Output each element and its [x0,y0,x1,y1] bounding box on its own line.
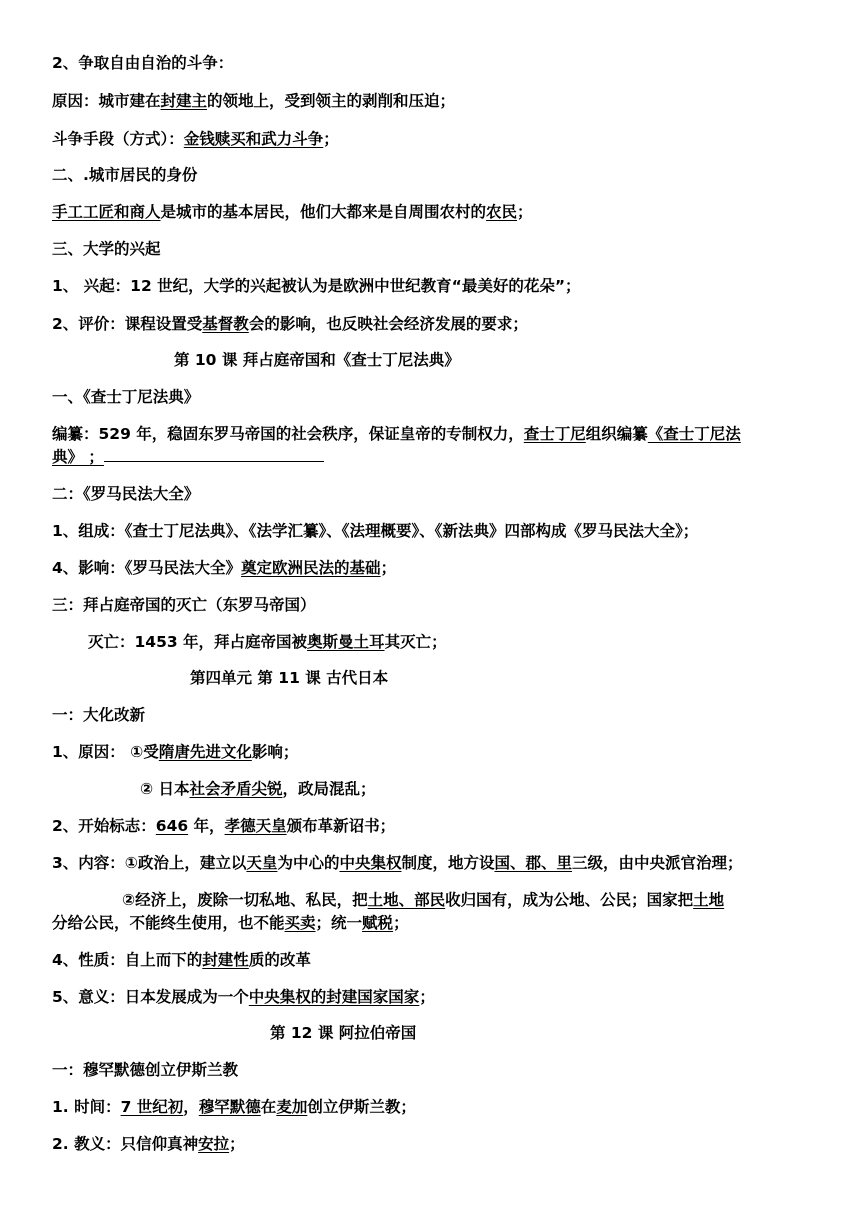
text-segment: 是城市的基本居民，他们大都来是自周围农村的 [160,203,487,221]
text-segment: 2. 教义：只信仰真神 [52,1135,199,1153]
underlined-term: 农民 [486,203,518,221]
underlined-term: 奠定欧洲民法的基础 [241,559,381,577]
underlined-term: 封建性 [202,951,249,969]
text-segment: 第 12 课 阿拉伯帝国 [270,1024,417,1042]
underlined-term: 中央集权的封建国家国家 [248,988,420,1006]
text-segment: 三：拜占庭帝国的灭亡（东罗马帝国） [52,596,316,614]
underlined-term: 典》 [52,448,84,466]
text-segment: 制度，地方设 [401,854,495,872]
text-segment: 其灭亡； [384,633,447,651]
underlined-term: 赋税 [362,914,394,932]
underlined-term: 土地、部民 [367,891,446,909]
text-segment: 创立伊斯兰教； [307,1098,416,1116]
text-line [140,778,376,800]
underlined-term: 麦加 [276,1098,308,1116]
text-segment: 颁布革新诏书； [286,817,396,835]
text-line [52,90,455,112]
text-segment: ； [380,559,397,577]
underlined-term: 奥斯曼土耳 [307,633,385,651]
text-segment: 一：大化改新 [52,706,146,724]
text-line [122,889,724,911]
text-segment: ； [229,1135,245,1153]
underlined-term: 穆罕默德 [198,1098,261,1116]
text-segment: 年， [188,817,225,835]
underlined-term: 金钱赎买和武力斗争 [183,130,324,148]
underlined-term: 查士丁尼 [523,425,586,443]
text-segment: 编纂：529 年，稳固东罗马帝国的社会秩序，保证皇帝的专制权力， [52,425,524,443]
text-line [52,704,145,726]
underlined-term: 国、郡、里 [494,854,572,872]
text-segment: 2、评价：课程设置受 [52,315,203,333]
blank-underline [104,447,324,462]
text-line [52,201,533,223]
text-segment: 的领地上，受到领主的剥削和压迫； [207,92,456,110]
text-segment: 为中心的 [277,854,340,872]
text-segment: 4、性质：自上而下的 [52,951,203,969]
text-line [52,423,741,445]
text-segment: 1、原因： ①受 [52,743,159,761]
text-segment: ；统一 [315,914,363,932]
text-line [52,275,581,297]
text-segment: 3、内容：①政治上，建立以 [52,854,247,872]
text-segment: 1、组成：《查士丁尼法典》、《法学汇纂》、《法理概要》、《新法典》四部构成《罗马民法大全》； [52,522,699,540]
text-line [52,520,698,542]
text-line [52,52,233,74]
text-segment: 原因：城市建在 [52,92,161,110]
text-segment: 影响； [251,743,299,761]
text-line [174,349,460,371]
underlined-term: 土地 [693,891,725,909]
text-segment: 4、影响：《罗马民法大全》 [52,559,242,577]
text-segment: 组织编纂 [585,425,648,443]
underlined-term: 安拉 [198,1135,230,1153]
text-line [52,815,395,837]
text-line [270,1022,416,1044]
underlined-term: 手工工匠和商人 [52,203,161,221]
text-segment: 三级，由中央派官治理； [572,854,743,872]
text-line [52,949,311,971]
text-segment: 灭亡：1453 年，拜占庭帝国被 [88,633,308,651]
text-line [52,1096,416,1118]
text-line [52,912,409,934]
underlined-term: 隋唐先进文化 [158,743,252,761]
text-segment: ， [183,1098,199,1116]
text-segment: 5、意义：日本发展成为一个 [52,988,249,1006]
text-line [52,1133,245,1155]
text-line [52,446,324,468]
text-line [52,594,316,616]
text-segment: 1、 兴起：12 世纪，大学的兴起被认为是欧洲中世纪教育“最美好的花朵”； [52,277,581,295]
text-line [52,313,528,335]
underlined-term: 买卖 [284,914,316,932]
text-segment: 三、大学的兴起 [52,240,161,258]
text-segment: 一：穆罕默德创立伊斯兰教 [52,1061,239,1079]
underlined-term: 基督教 [202,315,249,333]
text-line [52,852,743,874]
text-line [52,238,161,260]
text-segment: 在 [260,1098,277,1116]
text-segment: ； [323,130,339,148]
text-line [52,557,396,579]
text-segment: 2、开始标志： [52,817,156,835]
text-line [52,741,298,763]
text-segment: 斗争手段（方式）： [52,130,184,148]
underlined-term: 中央集权 [339,854,402,872]
underlined-term: 社会矛盾尖锐 [189,780,283,798]
text-line [190,667,388,689]
text-segment: 1. 时间： [52,1098,121,1116]
text-segment: 第四单元 第 11 课 古代日本 [190,669,389,687]
text-line [52,986,435,1008]
underlined-term: 天皇 [246,854,278,872]
underlined-term: 《查士丁尼法 [647,425,741,443]
text-line [52,164,197,186]
underlined-term: 孝德天皇 [224,817,287,835]
text-segment: 收归国有，成为公地、公民；国家把 [445,891,694,909]
text-segment: ，政局混乱； [282,780,376,798]
text-line [88,631,447,653]
text-segment: 2、争取自由自治的斗争： [52,54,234,72]
text-segment: 第 10 课 拜占庭帝国和《查士丁尼法典》 [174,351,460,369]
text-line [52,386,199,408]
text-segment: 二、.城市居民的身份 [52,166,198,184]
text-segment: 会的影响，也反映社会经济发展的要求； [248,315,528,333]
text-segment: 一、《查士丁尼法典》 [52,388,200,406]
text-segment: 分给公民，不能终生使用，也不能 [52,914,285,932]
text-segment: ； [419,988,435,1006]
underlined-term: 7 世纪初 [120,1098,184,1116]
text-line [52,1059,238,1081]
underlined-term: 封建主 [160,92,208,110]
text-line [52,483,199,505]
text-segment: ② 日本 [140,780,190,798]
text-segment: ②经济上，废除一切私地、私民，把 [122,891,368,909]
text-segment: ； [393,914,409,932]
underlined-term: ； [83,448,104,466]
text-segment: ； [517,203,533,221]
text-line [52,128,339,150]
text-segment: 质的改革 [248,951,311,969]
underlined-term: 646 [155,817,189,835]
text-segment: 二：《罗马民法大全》 [52,485,200,503]
